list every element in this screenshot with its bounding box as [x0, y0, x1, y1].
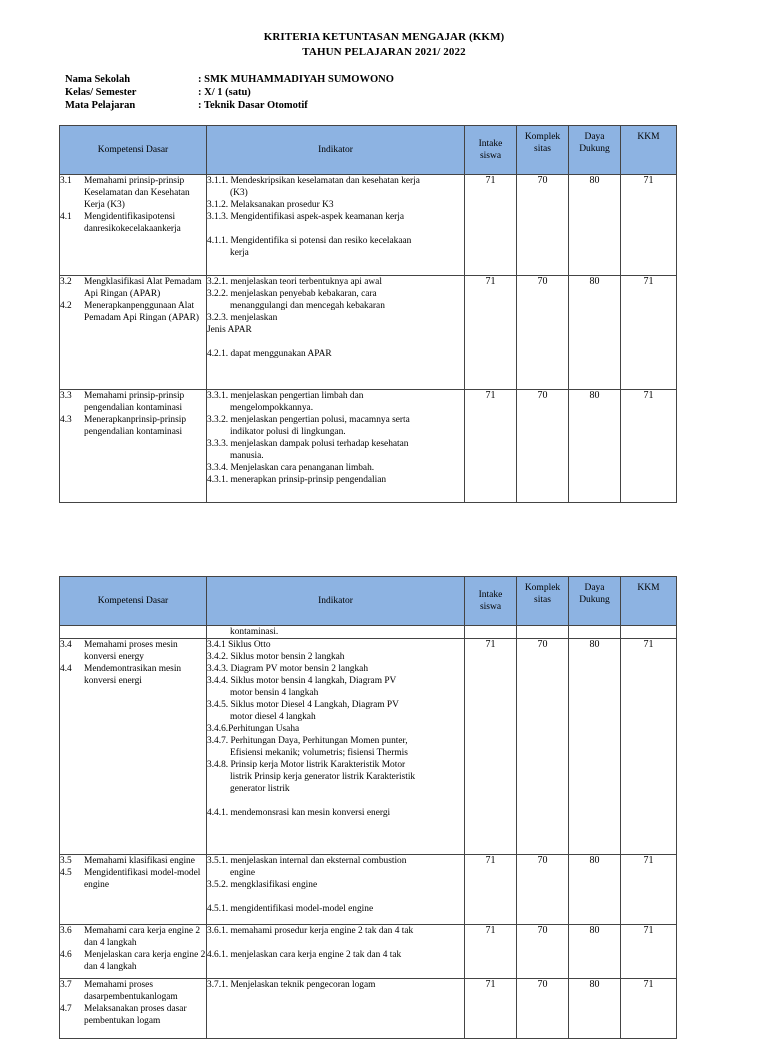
indikator-cell	[207, 979, 465, 1039]
header-daya-dukung: Daya Dukung	[569, 126, 621, 175]
kd-item	[60, 925, 206, 949]
meta-label: Mata Pelajaran	[65, 100, 136, 111]
kd-number: 4.4	[60, 664, 72, 674]
kompetensi-dasar-cell	[60, 639, 207, 855]
document-subtitle: TAHUN PELAJARAN 2021/ 2022	[302, 46, 466, 58]
kkm-value: 71	[621, 925, 677, 979]
kd-text: Menerapkanpenggunaan Alat Pemadam Api Ringan (APAR)	[84, 301, 200, 323]
indicator-line: 3.3.4. Menjelaskan cara penanganan limbah.	[207, 463, 375, 473]
daya-dukung-value: 80	[569, 855, 621, 925]
indicator-line: 3.4.3. Diagram PV motor bensin 2 langkah	[207, 664, 369, 674]
kd-number: 3.7	[60, 980, 72, 990]
kompleksitas-value: 70	[517, 855, 569, 925]
daya-dukung-value: 80	[569, 925, 621, 979]
spacer	[207, 937, 464, 949]
kd-row	[60, 925, 677, 979]
kd-text: Memahami klasifikasi engine	[84, 856, 195, 866]
indikator-cell	[207, 276, 465, 390]
indicator-line: 3.4.8. Prinsip kerja Motor listrik Karakteristik Motor	[207, 760, 406, 770]
kd-number: 4.6	[60, 950, 72, 960]
spacer	[207, 891, 464, 903]
indicator-line: 3.4.4. Siklus motor bensin 4 langkah, Diagram PV	[207, 676, 397, 686]
indicator-line: 3.5.1. menjelaskan internal dan eksternal combustion	[207, 856, 407, 866]
header-intake: Intake siswa	[465, 126, 517, 175]
indikator-cell	[207, 390, 465, 503]
document-title: KRITERIA KETUNTASAN MENGAJAR (KKM)	[263, 31, 505, 43]
intake-value: 71	[465, 855, 517, 925]
header-kompetensi-dasar: Kompetensi Dasar	[60, 126, 207, 175]
indikator-cell	[207, 855, 465, 925]
kd-item	[60, 855, 206, 867]
indicator-line: Jenis APAR	[207, 325, 252, 335]
meta-value: : X/ 1 (satu)	[198, 87, 251, 98]
header-kompetensi-dasar: Kompetensi Dasar	[60, 577, 207, 626]
daya-dukung-value: 80	[569, 175, 621, 276]
intake-value: 71	[465, 175, 517, 276]
kd-number: 3.5	[60, 856, 72, 866]
kd-number: 4.3	[60, 415, 72, 425]
indicator-line: 4.2.1. dapat menggunakan APAR	[207, 349, 332, 359]
kd-text: Mengidentifikasi model-model engine	[84, 868, 201, 890]
kd-number: 3.4	[60, 640, 72, 650]
daya-dukung-value: 80	[569, 390, 621, 503]
indicator-line: 3.4.6.Perhitungan Usaha	[207, 724, 300, 734]
indicator-line: 3.6.1. memahami prosedur kerja engine 2 tak dan 4 tak	[207, 926, 414, 936]
intake-value: 71	[465, 639, 517, 855]
intake-value: 71	[465, 925, 517, 979]
kd-item	[60, 979, 206, 1003]
indicator-line: 4.4.1. mendemonsrasi kan mesin konversi energi	[207, 808, 391, 818]
indicator-line: 3.4.7. Perhitungan Daya, Perhitungan Momen punter,	[207, 736, 408, 746]
meta-label: Nama Sekolah	[65, 74, 131, 85]
kd-item	[60, 949, 206, 973]
indicator-line: 3.2.3. menjelaskan	[207, 313, 278, 323]
kd-item	[60, 867, 206, 891]
kompetensi-dasar-cell	[60, 855, 207, 925]
indicator-line: generator listrik	[230, 784, 290, 794]
kd-item	[60, 663, 206, 687]
indikator-cell	[207, 639, 465, 855]
indicator-line: 3.1.1. Mendeskripsikan keselamatan dan kesehatan kerja	[207, 176, 420, 186]
kkm-table-2	[59, 576, 677, 1039]
kd-text: Memahami prinsip-prinsip Keselamatan dan Kesehatan Kerja (K3)	[84, 176, 190, 210]
kompleksitas-value: 70	[517, 276, 569, 390]
intake-value: 71	[465, 979, 517, 1039]
kkm-value: 71	[621, 175, 677, 276]
intake-value: 71	[465, 390, 517, 503]
kd-item	[60, 414, 206, 438]
kkm-value: 71	[621, 979, 677, 1039]
kd-text: Menerapkanprinsip-prinsip pengendalian kontaminasi	[84, 415, 187, 437]
continuation-row	[60, 626, 677, 639]
kd-text: Melaksanakan proses dasar pembentukan logam	[84, 1004, 187, 1026]
kd-item	[60, 390, 206, 414]
header-kkm: KKM	[621, 126, 677, 175]
kd-number: 4.5	[60, 868, 72, 878]
spacer	[207, 336, 464, 348]
kkm-value: 71	[621, 390, 677, 503]
kompleksitas-value: 70	[517, 390, 569, 503]
kd-number: 3.1	[60, 176, 72, 186]
spacer	[207, 795, 464, 807]
kkm-value: 71	[621, 276, 677, 390]
kompetensi-dasar-cell	[60, 390, 207, 503]
kompetensi-dasar-cell	[60, 276, 207, 390]
kd-number: 3.3	[60, 391, 72, 401]
indicator-line: 3.4.1 Siklus Otto	[207, 640, 271, 650]
kd-item	[60, 276, 206, 300]
kd-row	[60, 390, 677, 503]
daya-dukung-value: 80	[569, 979, 621, 1039]
header-kompleksitas: Komplek sitas	[517, 126, 569, 175]
kompleksitas-value: 70	[517, 979, 569, 1039]
indicator-line: 4.5.1. mengidentifikasi model-model engine	[207, 904, 374, 914]
intake-value: 71	[465, 276, 517, 390]
kd-row	[60, 855, 677, 925]
header-daya-dukung: Daya Dukung	[569, 577, 621, 626]
kd-number: 4.2	[60, 301, 72, 311]
kd-item	[60, 300, 206, 324]
indicator-line: 3.7.1. Menjelaskan teknik pengecoran logam	[207, 980, 376, 990]
daya-dukung-value: 80	[569, 639, 621, 855]
indicator-line: Efisiensi mekanik; volumetris; fisiensi Thermis	[230, 748, 408, 758]
indicator-line: 3.4.2. Siklus motor bensin 2 langkah	[207, 652, 345, 662]
indicator-line: engine	[230, 868, 255, 878]
indicator-line: 4.3.1. menerapkan prinsip-prinsip pengendalian	[207, 475, 387, 485]
kd-row	[60, 639, 677, 855]
kd-item	[60, 639, 206, 663]
indicator-line: indikator polusi di lingkungan.	[230, 427, 346, 437]
kd-text: Mendemontrasikan mesin konversi energi	[84, 664, 182, 686]
indikator-cell	[207, 175, 465, 276]
header-intake: Intake siswa	[465, 577, 517, 626]
kd-text: Mengklasifikasi Alat Pemadam Api Ringan (APAR)	[84, 277, 202, 299]
indikator-cell	[207, 925, 465, 979]
kd-row	[60, 175, 677, 276]
kd-item	[60, 1003, 206, 1027]
header-indikator: Indikator	[207, 577, 465, 626]
kompetensi-dasar-cell	[60, 925, 207, 979]
indicator-line: menanggulangi dan mencegah kebakaran	[230, 301, 385, 311]
kd-number: 3.2	[60, 277, 72, 287]
kompleksitas-value: 70	[517, 925, 569, 979]
kd-number: 4.7	[60, 1004, 72, 1014]
kd-item	[60, 211, 206, 235]
indicator-line: motor diesel 4 langkah	[230, 712, 316, 722]
daya-dukung-value: 80	[569, 276, 621, 390]
kompleksitas-value: 70	[517, 639, 569, 855]
kd-text: Mengidentifikasipotensi danresikokecelakaankerja	[84, 212, 181, 234]
indicator-line: kontaminasi.	[230, 627, 279, 637]
kd-number: 4.1	[60, 212, 72, 222]
indicator-line: 3.2.2. menjelaskan penyebab kebakaran, cara	[207, 289, 377, 299]
kd-text: Memahami proses dasarpembentukanlogam	[84, 980, 178, 1002]
indicator-line: kerja	[230, 248, 249, 258]
indicator-line: 3.1.2. Melaksanakan prosedur K3	[207, 200, 334, 210]
kd-number: 3.6	[60, 926, 72, 936]
indicator-line: (K3)	[230, 188, 248, 198]
header-indikator: Indikator	[207, 126, 465, 175]
kkm-value: 71	[621, 855, 677, 925]
kd-row	[60, 979, 677, 1039]
indicator-line: listrik Prinsip kerja generator listrik Karakteristik	[230, 772, 416, 782]
kd-text: Memahami proses mesin konversi energy	[84, 640, 178, 662]
kompetensi-dasar-cell	[60, 175, 207, 276]
kd-row	[60, 276, 677, 390]
indicator-line: 3.5.2. mengklasifikasi engine	[207, 880, 318, 890]
indicator-line: 3.3.1. menjelaskan pengertian limbah dan	[207, 391, 364, 401]
kd-text: Memahami prinsip-prinsip pengendalian kontaminasi	[84, 391, 185, 413]
meta-value: : Teknik Dasar Otomotif	[198, 100, 308, 111]
indicator-line: 4.6.1. menjelaskan cara kerja engine 2 tak dan 4 tak	[207, 950, 402, 960]
indicator-line: 3.3.3. menjelaskan dampak polusi terhadap kesehatan	[207, 439, 409, 449]
spacer	[207, 223, 464, 235]
meta-label: Kelas/ Semester	[65, 87, 137, 98]
kompetensi-dasar-cell	[60, 979, 207, 1039]
indicator-line: 3.2.1. menjelaskan teori terbentuknya api awal	[207, 277, 382, 287]
meta-value: : SMK MUHAMMADIYAH SUMOWONO	[198, 74, 394, 85]
indicator-line: 4.1.1. Mengidentifika si potensi dan resiko kecelakaan	[207, 236, 412, 246]
kkm-table-1	[59, 125, 677, 503]
kkm-value: 71	[621, 639, 677, 855]
kompleksitas-value: 70	[517, 175, 569, 276]
indicator-line: manusia.	[230, 451, 264, 461]
indicator-line: 3.4.5. Siklus motor Diesel 4 Langkah, Diagram PV	[207, 700, 399, 710]
indicator-line: 3.3.2. menjelaskan pengertian polusi, macamnya serta	[207, 415, 410, 425]
kd-item	[60, 175, 206, 211]
kd-text: Menjelaskan cara kerja engine 2 dan 4 langkah	[84, 950, 206, 972]
header-kkm: KKM	[621, 577, 677, 626]
kd-text: Memahami cara kerja engine 2 dan 4 langkah	[84, 926, 201, 948]
indicator-line: mengelompokkannya.	[230, 403, 314, 413]
indicator-line: 3.1.3. Mengidentifikasi aspek-aspek keamanan kerja	[207, 212, 405, 222]
header-kompleksitas: Komplek sitas	[517, 577, 569, 626]
indicator-line: motor bensin 4 langkah	[230, 688, 319, 698]
